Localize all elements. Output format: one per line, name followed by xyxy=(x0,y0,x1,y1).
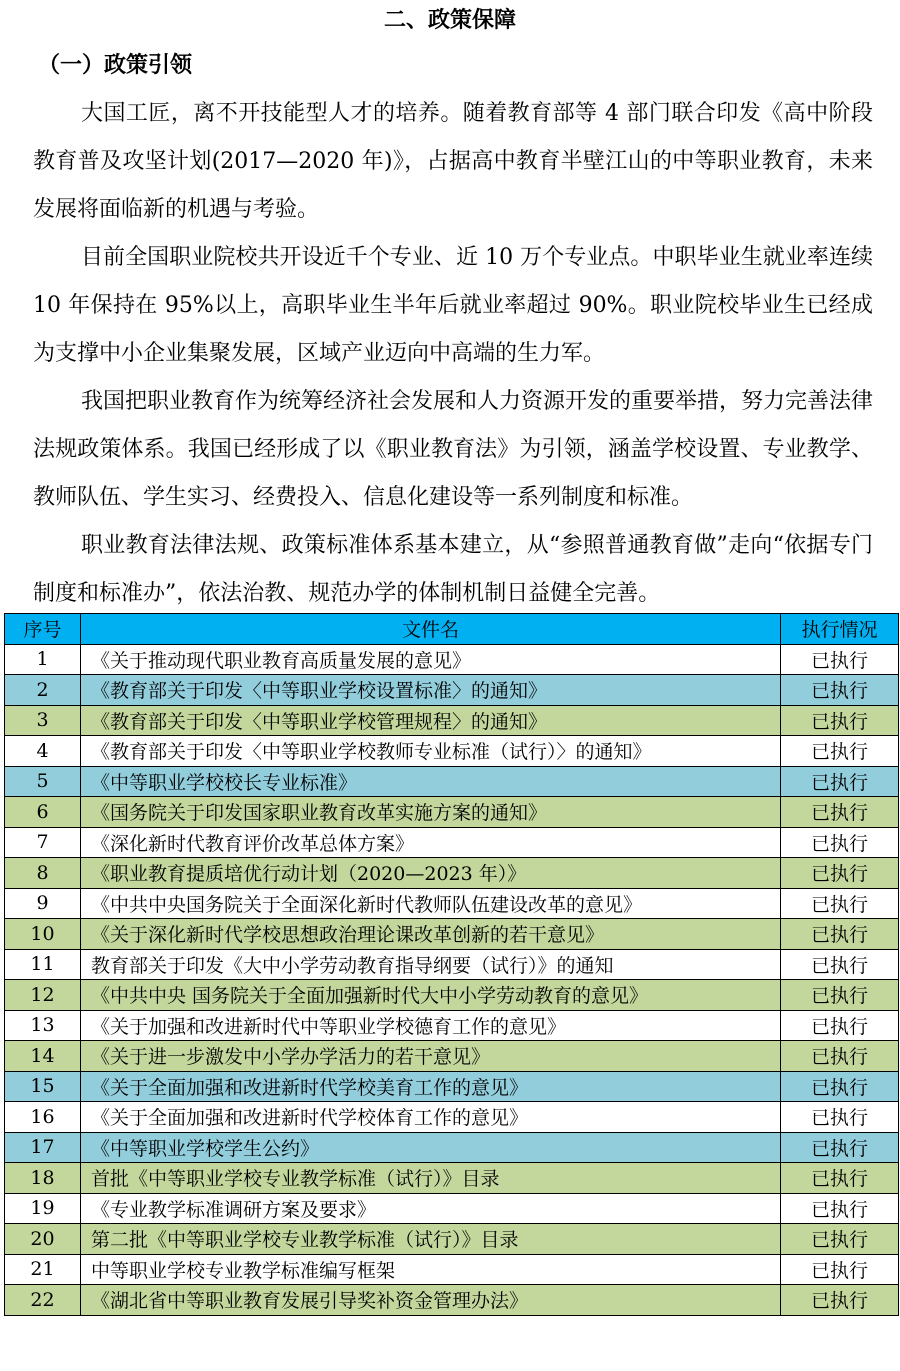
paragraph: 职业教育法律法规、政策标准体系基本建立，从“参照普通教育做”走向“依据专门制度和标准办”，依法治教、规范办学的体制机制日益健全完善。 xyxy=(33,533,873,606)
policy-documents-table xyxy=(4,613,899,1316)
row-number-cell: 17 xyxy=(5,1132,81,1163)
document-name-cell: 首批《中等职业学校专业教学标准（试行）》目录 xyxy=(81,1163,781,1194)
table-row xyxy=(5,1224,899,1255)
execution-status-cell: 已执行 xyxy=(781,858,899,889)
table-row xyxy=(5,919,899,950)
row-number-cell: 12 xyxy=(5,980,81,1011)
execution-status-cell: 已执行 xyxy=(781,919,899,950)
row-number-cell: 7 xyxy=(5,827,81,858)
document-name-cell: 《湖北省中等职业教育发展引导奖补资金管理办法》 xyxy=(81,1285,781,1316)
document-name-cell: 《关于深化新时代学校思想政治理论课改革创新的若干意见》 xyxy=(81,919,781,950)
document-name-cell: 《深化新时代教育评价改革总体方案》 xyxy=(81,827,781,858)
table-row xyxy=(5,644,899,675)
row-number-cell: 13 xyxy=(5,1010,81,1041)
execution-status-cell: 已执行 xyxy=(781,1285,899,1316)
header-document-name: 文件名 xyxy=(81,614,781,645)
execution-status-cell: 已执行 xyxy=(781,736,899,767)
document-name-cell: 《关于全面加强和改进新时代学校体育工作的意见》 xyxy=(81,1102,781,1133)
execution-status-cell: 已执行 xyxy=(781,1071,899,1102)
execution-status-cell: 已执行 xyxy=(781,1010,899,1041)
execution-status-cell: 已执行 xyxy=(781,1224,899,1255)
execution-status-cell: 已执行 xyxy=(781,675,899,706)
header-number: 序号 xyxy=(5,614,81,645)
row-number-cell: 10 xyxy=(5,919,81,950)
paragraph: 目前全国职业院校共开设近千个专业、近 10 万个专业点。中职毕业生就业率连续 10 年保持在 95%以上，高职毕业生半年后就业率超过 90%。职业院校毕业生已经成为支撑中小企业集聚发展，区域产业迈向中高端的生力军。 xyxy=(33,245,873,366)
execution-status-cell: 已执行 xyxy=(781,888,899,919)
document-name-cell: 《教育部关于印发〈中等职业学校教师专业标准（试行）〉的通知》 xyxy=(81,736,781,767)
document-name-cell: 《中共中央国务院关于全面深化新时代教师队伍建设改革的意见》 xyxy=(81,888,781,919)
table-row xyxy=(5,1254,899,1285)
row-number-cell: 21 xyxy=(5,1254,81,1285)
execution-status-cell: 已执行 xyxy=(781,1193,899,1224)
document-name-cell: 中等职业学校专业教学标准编写框架 xyxy=(81,1254,781,1285)
row-number-cell: 1 xyxy=(5,644,81,675)
table-row xyxy=(5,949,899,980)
document-name-cell: 《专业教学标准调研方案及要求》 xyxy=(81,1193,781,1224)
table-row xyxy=(5,1132,899,1163)
row-number-cell: 6 xyxy=(5,797,81,828)
paragraph: 我国把职业教育作为统筹经济社会发展和人力资源开发的重要举措，努力完善法律法规政策体系。我国已经形成了以《职业教育法》为引领，涵盖学校设置、专业教学、教师队伍、学生实习、经费投入、信息化建设等一系列制度和标准。 xyxy=(33,389,874,510)
row-number-cell: 20 xyxy=(5,1224,81,1255)
row-number-cell: 14 xyxy=(5,1041,81,1072)
row-number-cell: 8 xyxy=(5,858,81,889)
table-header-row xyxy=(5,614,899,645)
execution-status-cell: 已执行 xyxy=(781,797,899,828)
execution-status-cell: 已执行 xyxy=(781,949,899,980)
document-name-cell: 《国务院关于印发国家职业教育改革实施方案的通知》 xyxy=(81,797,781,828)
table-row xyxy=(5,1041,899,1072)
row-number-cell: 9 xyxy=(5,888,81,919)
table-row xyxy=(5,705,899,736)
table-row xyxy=(5,1163,899,1194)
execution-status-cell: 已执行 xyxy=(781,705,899,736)
header-execution-status: 执行情况 xyxy=(781,614,899,645)
execution-status-cell: 已执行 xyxy=(781,980,899,1011)
table-row xyxy=(5,1285,899,1316)
table-row xyxy=(5,736,899,767)
execution-status-cell: 已执行 xyxy=(781,1102,899,1133)
execution-status-cell: 已执行 xyxy=(781,1163,899,1194)
table-row xyxy=(5,797,899,828)
table-row xyxy=(5,675,899,706)
row-number-cell: 19 xyxy=(5,1193,81,1224)
row-number-cell: 4 xyxy=(5,736,81,767)
section-title: 二、政策保障 xyxy=(383,7,516,33)
document-name-cell: 《教育部关于印发〈中等职业学校设置标准〉的通知》 xyxy=(81,675,781,706)
execution-status-cell: 已执行 xyxy=(781,827,899,858)
row-number-cell: 3 xyxy=(5,705,81,736)
table-row xyxy=(5,1193,899,1224)
table-row xyxy=(5,1071,899,1102)
document-name-cell: 《中等职业学校校长专业标准》 xyxy=(81,766,781,797)
table-row xyxy=(5,888,899,919)
row-number-cell: 5 xyxy=(5,766,81,797)
subsection-title: （一）政策引领 xyxy=(38,52,193,78)
table-row xyxy=(5,980,899,1011)
table-row xyxy=(5,827,899,858)
document-name-cell: 《关于进一步激发中小学办学活力的若干意见》 xyxy=(81,1041,781,1072)
row-number-cell: 18 xyxy=(5,1163,81,1194)
document-name-cell: 第二批《中等职业学校专业教学标准（试行）》目录 xyxy=(81,1224,781,1255)
paragraph: 大国工匠，离不开技能型人才的培养。随着教育部等 4 部门联合印发《高中阶段教育普及攻坚计划(2017—2020 年)》，占据高中教育半壁江山的中等职业教育，未来发展将面临新的机遇与考验。 xyxy=(33,101,873,222)
document-name-cell: 《教育部关于印发〈中等职业学校管理规程〉的通知》 xyxy=(81,705,781,736)
execution-status-cell: 已执行 xyxy=(781,1132,899,1163)
table-row xyxy=(5,1102,899,1133)
document-name-cell: 《职业教育提质培优行动计划（2020—2023 年）》 xyxy=(81,858,781,889)
row-number-cell: 2 xyxy=(5,675,81,706)
document-name-cell: 《关于加强和改进新时代中等职业学校德育工作的意见》 xyxy=(81,1010,781,1041)
table-body xyxy=(5,644,899,1315)
table-row xyxy=(5,858,899,889)
document-name-cell: 《关于全面加强和改进新时代学校美育工作的意见》 xyxy=(81,1071,781,1102)
row-number-cell: 16 xyxy=(5,1102,81,1133)
table-row xyxy=(5,766,899,797)
row-number-cell: 11 xyxy=(5,949,81,980)
document-name-cell: 《关于推动现代职业教育高质量发展的意见》 xyxy=(81,644,781,675)
document-name-cell: 《中共中央 国务院关于全面加强新时代大中小学劳动教育的意见》 xyxy=(81,980,781,1011)
row-number-cell: 15 xyxy=(5,1071,81,1102)
row-number-cell: 22 xyxy=(5,1285,81,1316)
execution-status-cell: 已执行 xyxy=(781,1041,899,1072)
document-name-cell: 教育部关于印发《大中小学劳动教育指导纲要（试行）》的通知 xyxy=(81,949,781,980)
execution-status-cell: 已执行 xyxy=(781,644,899,675)
document-name-cell: 《中等职业学校学生公约》 xyxy=(81,1132,781,1163)
execution-status-cell: 已执行 xyxy=(781,1254,899,1285)
execution-status-cell: 已执行 xyxy=(781,766,899,797)
table-row xyxy=(5,1010,899,1041)
